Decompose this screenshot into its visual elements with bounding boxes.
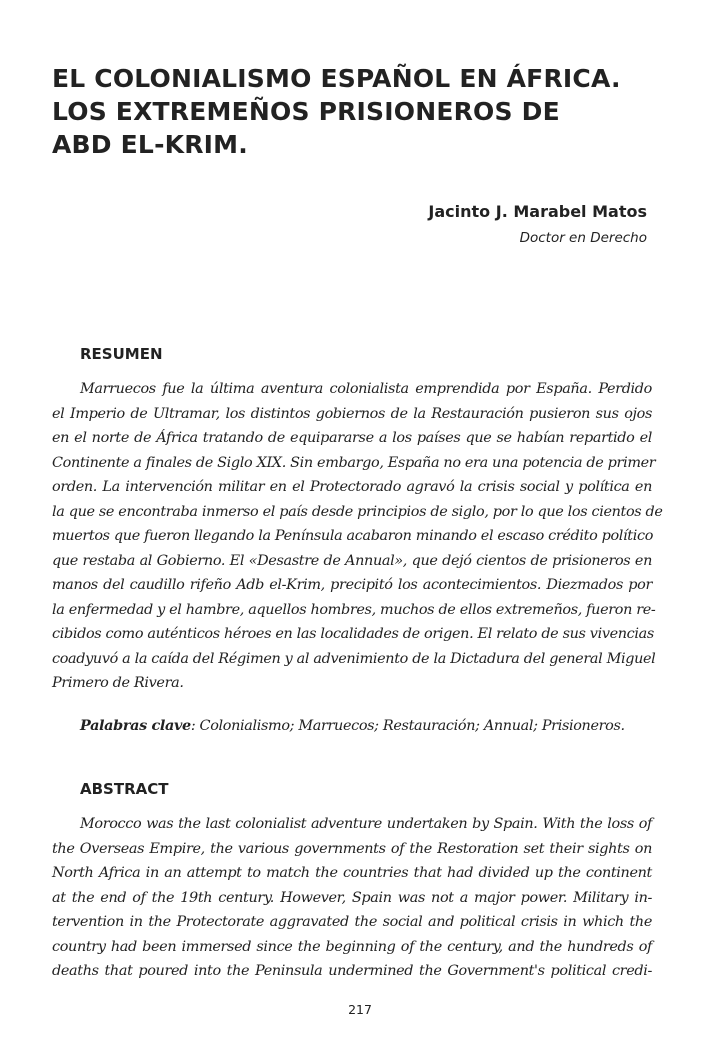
abstract-line: at the end of the 19th century. However, Spain was not a major power. Military in- — [52, 889, 652, 906]
abstract-line: tervention in the Protectorate aggravated the social and political crisis in which the — [52, 914, 652, 930]
abstract-line: country had been immersed since the beginning of the century, and the hundreds of — [52, 938, 652, 955]
resumen-paragraph — [52, 377, 663, 696]
resumen-line: cibidos como auténticos héroes en las localidades de origen. El relato de sus vivencias — [52, 626, 654, 642]
resumen-line: Primero de Rivera. — [52, 675, 184, 691]
keywords-list: : Colonialismo; Marruecos; Restauración; Annual; Prisioneros. — [190, 718, 625, 734]
keywords-line — [80, 714, 660, 738]
article-title — [52, 62, 672, 161]
abstract-line: North Africa in an attempt to match the countries that had divided up the continent — [52, 865, 652, 881]
resumen-line: la enfermedad y el hambre, aquellos hombres, muchos de ellos extremeños, fueron re- — [52, 601, 656, 618]
resumen-line: Marruecos fue la última aventura colonialista emprendida por España. Perdido — [80, 381, 652, 397]
resumen-line: orden. La intervención militar en el Protectorado agravó la crisis social y política en — [52, 479, 652, 495]
abstract-line: Morocco was the last colonialist adventure undertaken by Spain. With the loss of — [80, 816, 652, 832]
author-affiliation: Doctor en Derecho — [519, 230, 647, 246]
resumen-line: muertos que fueron llegando la Península acabaron minando el escaso crédito político — [52, 528, 654, 544]
resumen-heading: RESUMEN — [80, 345, 163, 363]
resumen-line: coadyuvó a la caída del Régimen y al advenimiento de la Dictadura del general Miguel — [52, 650, 656, 667]
title-line: EL COLONIALISMO ESPAÑOL EN ÁFRICA. — [52, 64, 621, 93]
resumen-line: que restaba al Gobierno. El «Desastre de Annual», que dejó cientos de prisioneros en — [52, 552, 652, 569]
author-name: Jacinto J. Marabel Matos — [428, 202, 647, 221]
page-number: 217 — [348, 1002, 372, 1017]
resumen-line: manos del caudillo rifeño Adb el-Krim, precipitó los acontecimientos. Diezmados por — [52, 577, 652, 593]
abstract-paragraph — [52, 812, 652, 984]
abstract-line: deaths that poured into the Peninsula undermined the Government's political credi- — [52, 963, 652, 979]
title-line: LOS EXTREMEÑOS PRISIONEROS DE — [52, 97, 560, 126]
abstract-line: the Overseas Empire, the various governments of the Restoration set their sights on — [52, 840, 652, 857]
resumen-line: el Imperio de Ultramar, los distintos gobiernos de la Restauración pusieron sus ojos — [52, 405, 652, 422]
abstract-heading: ABSTRACT — [80, 780, 169, 798]
title-line: ABD EL-KRIM. — [52, 130, 248, 159]
keywords-label: Palabras clave — [80, 717, 191, 734]
resumen-line: Continente a finales de Siglo XIX. Sin embargo, España no era una potencia de primer — [52, 454, 656, 471]
resumen-line: la que se encontraba inmerso el país desde principios de siglo, por lo que los cientos de — [52, 503, 663, 520]
resumen-line: en el norte de África tratando de equipararse a los países que se habían repartido el — [52, 430, 652, 446]
